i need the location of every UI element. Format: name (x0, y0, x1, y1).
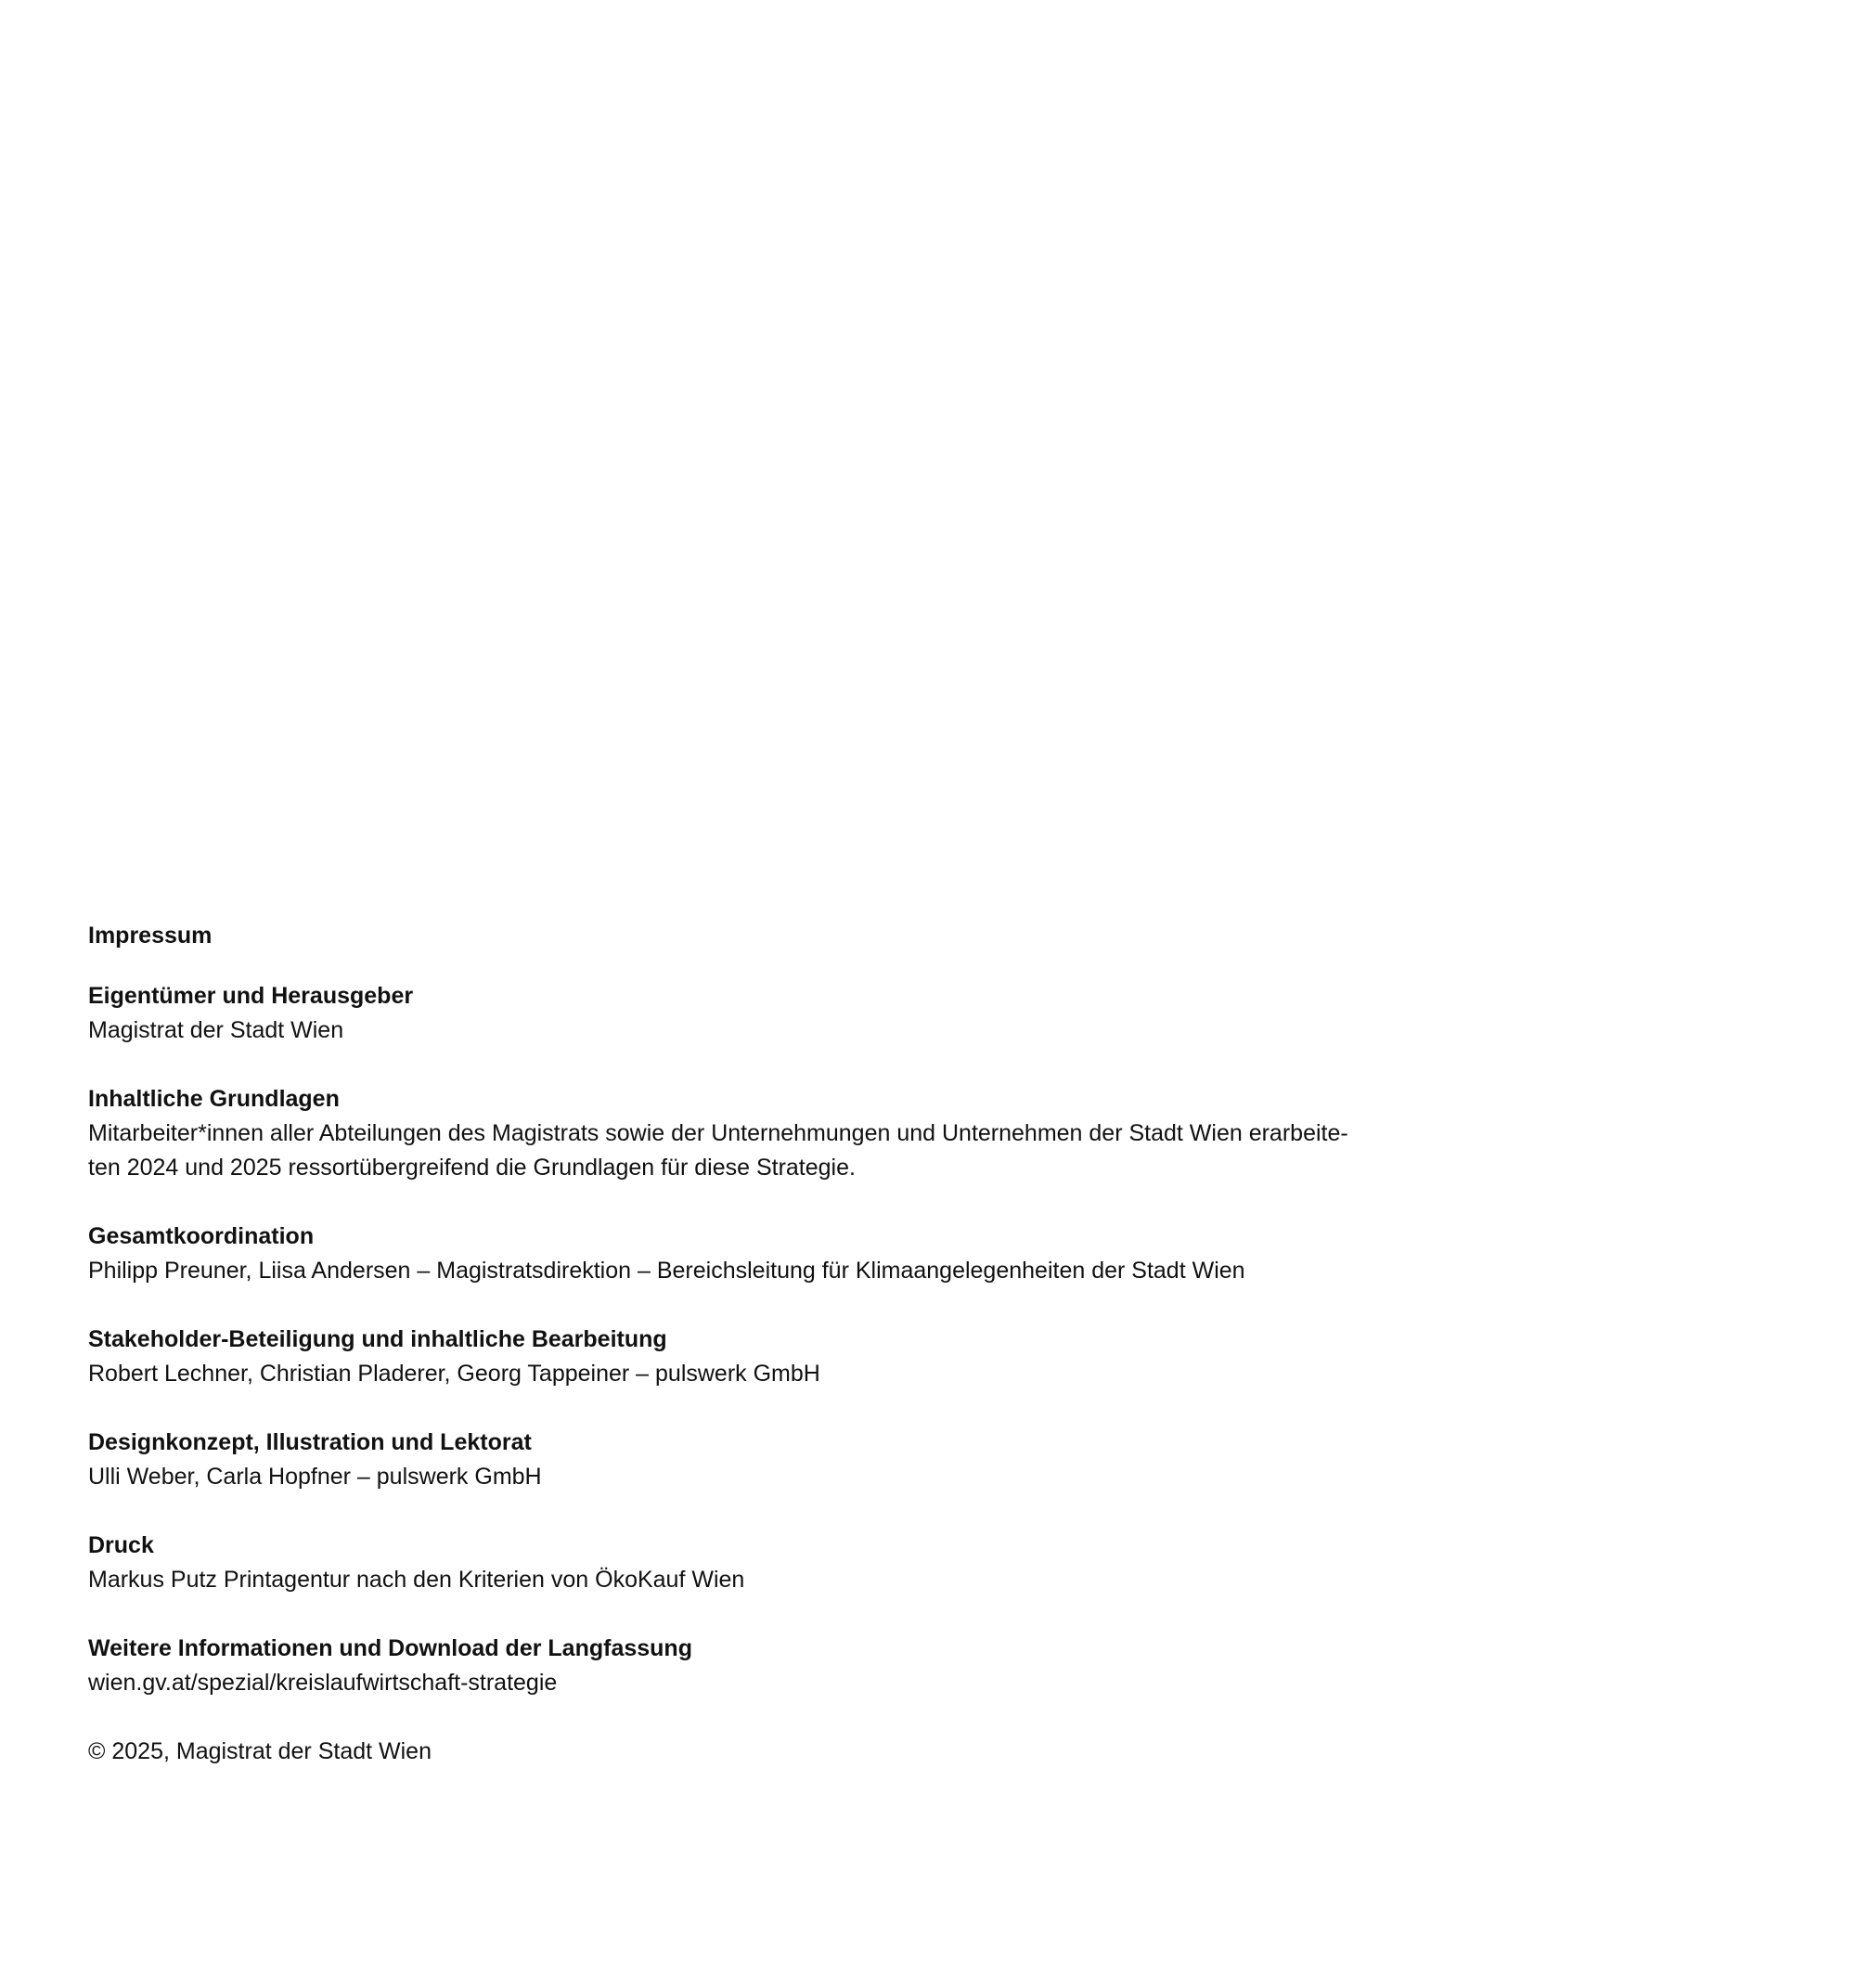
section-body (88, 1460, 1313, 1494)
section-heading: Stakeholder-Beteiligung und inhaltliche Bearbeitung (88, 1326, 667, 1352)
page-title: Impressum (88, 923, 213, 949)
download-link[interactable]: wien.gv.at/spezial/kreislaufwirtschaft-strategie (88, 1670, 558, 1696)
section-line: Philipp Preuner, Liisa Andersen – Magistratsdirektion – Bereichsleitung für Klimaangelegenheiten der Stadt Wien (88, 1258, 1245, 1284)
section-overall-coordination (88, 1220, 1313, 1288)
section-line: Markus Putz Printagentur nach den Kriterien von ÖkoKauf Wien (88, 1567, 745, 1593)
section-heading: Eigentümer und Herausgeber (88, 983, 414, 1009)
section-heading: Druck (88, 1532, 154, 1558)
section-further-information (88, 1632, 1313, 1700)
section-body (88, 1357, 1313, 1391)
section-content-basis (88, 1082, 1348, 1185)
copyright-notice: © 2025, Magistrat der Stadt Wien (88, 1738, 432, 1764)
section-stakeholder-participation (88, 1323, 1313, 1391)
section-heading: Gesamtkoordination (88, 1223, 315, 1249)
section-body (88, 1117, 1348, 1185)
section-line: Robert Lechner, Christian Pladerer, Georg Tappeiner – pulswerk GmbH (88, 1361, 820, 1387)
section-heading: Inhaltliche Grundlagen (88, 1086, 340, 1112)
section-body (88, 1666, 1313, 1700)
section-print (88, 1529, 1313, 1597)
section-line: Magistrat der Stadt Wien (88, 1017, 344, 1043)
section-line: ten 2024 und 2025 ressortübergreifend die Grundlagen für diese Strategie. (88, 1155, 856, 1181)
section-line: Ulli Weber, Carla Hopfner – pulswerk GmbH (88, 1464, 542, 1490)
section-line: Mitarbeiter*innen aller Abteilungen des Magistrats sowie der Unternehmungen und Unternehmen der Stadt Wien erarbeite- (88, 1120, 1348, 1146)
section-body (88, 1563, 1313, 1597)
section-heading: Weitere Informationen und Download der Langfassung (88, 1635, 692, 1661)
section-owner-publisher (88, 979, 1313, 1048)
section-body (88, 1013, 1313, 1048)
section-body (88, 1254, 1313, 1288)
section-design-concept (88, 1426, 1313, 1494)
section-heading: Designkonzept, Illustration und Lektorat (88, 1429, 532, 1455)
impressum-block (88, 919, 1348, 1769)
